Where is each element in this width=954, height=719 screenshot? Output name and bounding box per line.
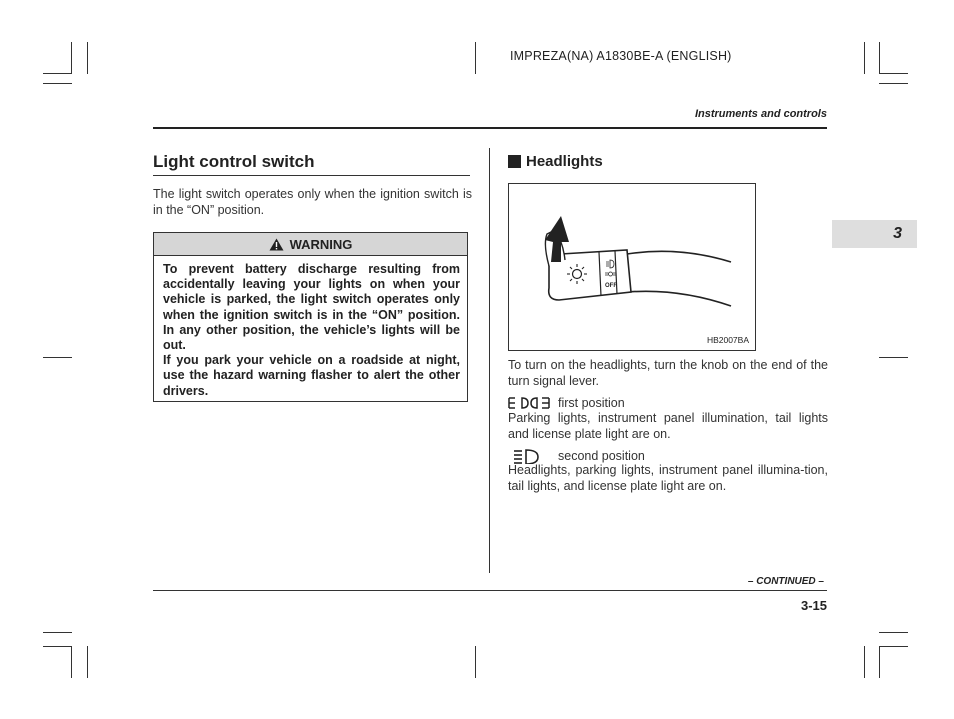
- column-divider: [489, 148, 490, 573]
- footer-rule: [153, 590, 827, 591]
- crop-mark: [43, 73, 72, 74]
- header-rule: [153, 127, 827, 129]
- second-position-line: [508, 448, 645, 464]
- chapter-tab: 3: [832, 220, 917, 248]
- crop-mark: [864, 646, 865, 678]
- crop-mark: [879, 632, 908, 633]
- crop-mark: [43, 357, 72, 358]
- turn-signal-lever-illustration: [509, 184, 755, 350]
- figure: [508, 183, 756, 351]
- warning-triangle-icon: [269, 238, 284, 251]
- crop-mark: [475, 646, 476, 678]
- crop-mark: [879, 357, 908, 358]
- crop-mark: [879, 42, 880, 74]
- first-position-line: [508, 396, 625, 410]
- second-position-label: second position: [558, 449, 645, 463]
- warning-header: [154, 233, 467, 256]
- subsection-title: [508, 153, 603, 170]
- crop-mark: [43, 632, 72, 633]
- subsection-title-text: Headlights: [526, 153, 603, 170]
- title-rule: [153, 175, 470, 176]
- crop-mark: [475, 42, 476, 74]
- first-position-label: first position: [558, 396, 625, 410]
- crop-mark: [864, 42, 865, 74]
- crop-mark: [879, 73, 908, 74]
- figure-code: HB2007BA: [706, 335, 749, 345]
- intro-paragraph: The light switch operates only when the ignition switch is in the “ON” position.: [153, 187, 472, 217]
- instruction-paragraph: To turn on the headlights, turn the knob on the end of the turn signal lever.: [508, 358, 828, 388]
- warning-label: WARNING: [289, 236, 353, 252]
- crop-mark: [879, 83, 908, 84]
- section-heading: Instruments and controls: [694, 108, 827, 120]
- warning-body: [154, 256, 467, 399]
- crop-mark: [87, 42, 88, 74]
- second-position-description: Headlights, parking lights, instrument panel illumina-tion, tail lights, and license plate light are on.: [508, 463, 828, 493]
- crop-mark: [43, 646, 72, 647]
- crop-mark: [43, 83, 72, 84]
- knob-off-label: OFF: [605, 283, 617, 289]
- square-bullet-icon: [508, 155, 521, 168]
- crop-mark: [87, 646, 88, 678]
- crop-mark: [71, 646, 72, 678]
- page-title: Light control switch: [153, 152, 315, 171]
- warning-box: [153, 232, 468, 402]
- headlight-icon: [508, 448, 550, 464]
- warning-paragraph: If you park your vehicle on a roadside at night, use the hazard warning flasher to alert the other drivers.: [163, 353, 460, 398]
- crop-mark: [879, 646, 908, 647]
- continued-label: – CONTINUED –: [747, 576, 824, 587]
- first-position-description: Parking lights, instrument panel illumination, tail lights and license plate light are on.: [508, 411, 828, 441]
- document-code: IMPREZA(NA) A1830BE-A (ENGLISH): [510, 49, 732, 63]
- parking-light-icon: [508, 396, 550, 410]
- crop-mark: [879, 646, 880, 678]
- warning-paragraph: To prevent battery discharge resulting from accidentally leaving your lights on when your vehicle is parked, the light switch operates only when the ignition switch is in the “ON” position. In any other position, the vehicle’s lights will be out.: [163, 262, 460, 353]
- crop-mark: [71, 42, 72, 74]
- page-number: 3-15: [800, 598, 827, 613]
